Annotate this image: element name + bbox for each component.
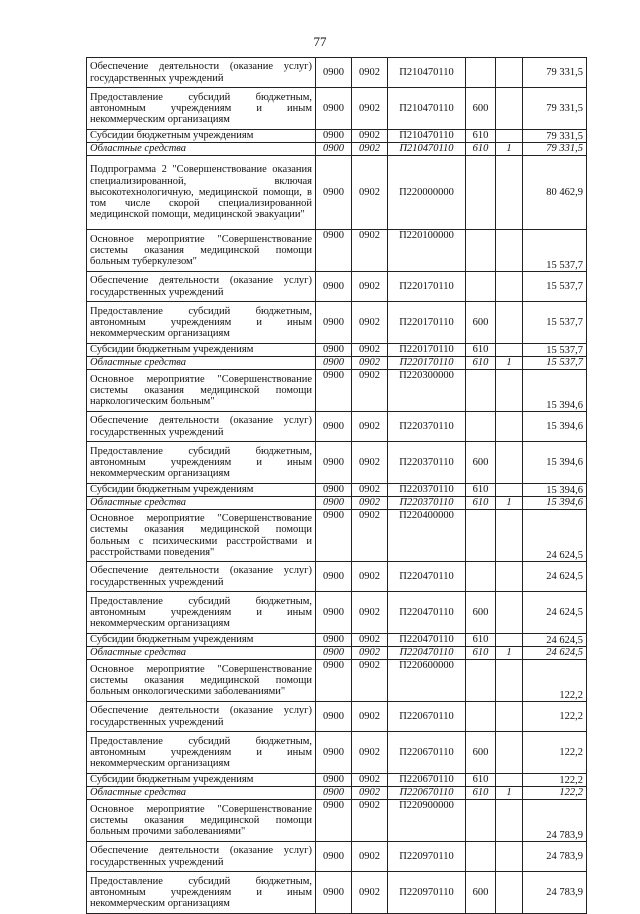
subsection-code-cell: 0902: [352, 592, 388, 634]
table-row: [87, 647, 587, 660]
target-code-cell: П220370110: [388, 442, 466, 484]
expense-type-cell: 610: [466, 634, 496, 647]
source-code-cell: [496, 370, 523, 412]
amount-cell: 122,2: [523, 787, 587, 800]
table-row: [87, 842, 587, 872]
row-name-cell: Обеспечение деятельности (оказание услуг) государственных учреждений: [87, 272, 316, 302]
table-row: [87, 774, 587, 787]
table-row: [87, 732, 587, 774]
source-code-cell: [496, 872, 523, 914]
table-row: [87, 88, 587, 130]
target-code-cell: П220670110: [388, 702, 466, 732]
table-row: [87, 272, 587, 302]
amount-cell: 15 537,7: [523, 230, 587, 272]
expense-type-cell: 610: [466, 774, 496, 787]
amount-cell: 79 331,5: [523, 143, 587, 156]
table-row: [87, 484, 587, 497]
table-row: [87, 344, 587, 357]
source-code-cell: [496, 702, 523, 732]
row-name-cell: Субсидии бюджетным учреждениям: [87, 774, 316, 787]
amount-cell: 15 394,6: [523, 442, 587, 484]
row-name-cell: Предоставление субсидий бюджетным, автономным учреждениям и иным некоммерческим организациям: [87, 88, 316, 130]
section-code-cell: 0900: [316, 510, 352, 562]
section-code-cell: 0900: [316, 156, 352, 230]
amount-cell: 122,2: [523, 702, 587, 732]
subsection-code-cell: 0902: [352, 660, 388, 702]
section-code-cell: 0900: [316, 592, 352, 634]
row-name-cell: Субсидии бюджетным учреждениям: [87, 634, 316, 647]
table-row: [87, 510, 587, 562]
section-code-cell: 0900: [316, 357, 352, 370]
source-code-cell: [496, 732, 523, 774]
amount-cell: 15 537,7: [523, 272, 587, 302]
row-name-cell: Предоставление субсидий бюджетным, автономным учреждениям и иным некоммерческим организациям: [87, 302, 316, 344]
amount-cell: 24 624,5: [523, 510, 587, 562]
table-row: [87, 230, 587, 272]
amount-cell: 15 394,6: [523, 412, 587, 442]
source-code-cell: [496, 660, 523, 702]
expense-type-cell: [466, 412, 496, 442]
subsection-code-cell: 0902: [352, 562, 388, 592]
table-row: [87, 872, 587, 914]
source-code-cell: [496, 88, 523, 130]
expense-type-cell: 600: [466, 442, 496, 484]
section-code-cell: 0900: [316, 842, 352, 872]
source-code-cell: 1: [496, 647, 523, 660]
amount-cell: 122,2: [523, 732, 587, 774]
amount-cell: 80 462,9: [523, 156, 587, 230]
expense-type-cell: 600: [466, 592, 496, 634]
section-code-cell: 0900: [316, 774, 352, 787]
row-name-cell: Областные средства: [87, 497, 316, 510]
target-code-cell: П220670110: [388, 787, 466, 800]
source-code-cell: [496, 272, 523, 302]
section-code-cell: 0900: [316, 562, 352, 592]
expense-type-cell: 610: [466, 130, 496, 143]
row-name-cell: Предоставление субсидий бюджетным, автономным учреждениям и иным некоммерческим организациям: [87, 442, 316, 484]
section-code-cell: 0900: [316, 660, 352, 702]
target-code-cell: П210470110: [388, 143, 466, 156]
amount-cell: 79 331,5: [523, 130, 587, 143]
source-code-cell: [496, 302, 523, 344]
row-name-cell: Субсидии бюджетным учреждениям: [87, 344, 316, 357]
amount-cell: 24 624,5: [523, 634, 587, 647]
expense-type-cell: 610: [466, 647, 496, 660]
subsection-code-cell: 0902: [352, 842, 388, 872]
source-code-cell: [496, 800, 523, 842]
row-name-cell: Областные средства: [87, 647, 316, 660]
section-code-cell: 0900: [316, 302, 352, 344]
target-code-cell: П210470110: [388, 88, 466, 130]
amount-cell: 24 783,9: [523, 800, 587, 842]
expense-type-cell: [466, 370, 496, 412]
page-number: 77: [313, 34, 327, 49]
subsection-code-cell: 0902: [352, 510, 388, 562]
target-code-cell: П220370110: [388, 484, 466, 497]
row-name-cell: Обеспечение деятельности (оказание услуг) государственных учреждений: [87, 842, 316, 872]
table-row: [87, 592, 587, 634]
subsection-code-cell: 0902: [352, 732, 388, 774]
source-code-cell: [496, 344, 523, 357]
expense-type-cell: 600: [466, 732, 496, 774]
subsection-code-cell: 0902: [352, 497, 388, 510]
subsection-code-cell: 0902: [352, 412, 388, 442]
target-code-cell: П220170110: [388, 357, 466, 370]
section-code-cell: 0900: [316, 732, 352, 774]
expense-type-cell: 610: [466, 497, 496, 510]
section-code-cell: 0900: [316, 370, 352, 412]
target-code-cell: П220600000: [388, 660, 466, 702]
source-code-cell: [496, 592, 523, 634]
table-row: [87, 302, 587, 344]
row-name-cell: Основное мероприятие "Совершенствование системы оказания медицинской помощи наркологическим больным": [87, 370, 316, 412]
row-name-cell: Областные средства: [87, 357, 316, 370]
budget-table: [86, 57, 587, 914]
row-name-cell: Основное мероприятие "Совершенствование системы оказания медицинской помощи больным с психическими расстройствами и расстройствами поведения": [87, 510, 316, 562]
expense-type-cell: [466, 230, 496, 272]
amount-cell: 24 624,5: [523, 562, 587, 592]
target-code-cell: П220000000: [388, 156, 466, 230]
section-code-cell: 0900: [316, 787, 352, 800]
source-code-cell: [496, 442, 523, 484]
subsection-code-cell: 0902: [352, 787, 388, 800]
target-code-cell: П220670110: [388, 732, 466, 774]
section-code-cell: 0900: [316, 412, 352, 442]
source-code-cell: [496, 634, 523, 647]
target-code-cell: П220170110: [388, 344, 466, 357]
amount-cell: 79 331,5: [523, 88, 587, 130]
row-name-cell: Предоставление субсидий бюджетным, автономным учреждениям и иным некоммерческим организациям: [87, 592, 316, 634]
table-row: [87, 412, 587, 442]
row-name-cell: Областные средства: [87, 787, 316, 800]
subsection-code-cell: 0902: [352, 58, 388, 88]
subsection-code-cell: 0902: [352, 143, 388, 156]
amount-cell: 122,2: [523, 774, 587, 787]
expense-type-cell: 610: [466, 787, 496, 800]
target-code-cell: П220970110: [388, 872, 466, 914]
subsection-code-cell: 0902: [352, 484, 388, 497]
source-code-cell: [496, 230, 523, 272]
row-name-cell: Основное мероприятие "Совершенствование системы оказания медицинской помощи больным онкологическими заболеваниями": [87, 660, 316, 702]
source-code-cell: [496, 774, 523, 787]
subsection-code-cell: 0902: [352, 130, 388, 143]
expense-type-cell: 600: [466, 302, 496, 344]
row-name-cell: Обеспечение деятельности (оказание услуг) государственных учреждений: [87, 702, 316, 732]
row-name-cell: Предоставление субсидий бюджетным, автономным учреждениям и иным некоммерческим организациям: [87, 732, 316, 774]
source-code-cell: [496, 842, 523, 872]
subsection-code-cell: 0902: [352, 156, 388, 230]
target-code-cell: П220100000: [388, 230, 466, 272]
target-code-cell: П220170110: [388, 272, 466, 302]
table-row: [87, 800, 587, 842]
amount-cell: 15 394,6: [523, 370, 587, 412]
target-code-cell: П220400000: [388, 510, 466, 562]
source-code-cell: [496, 156, 523, 230]
target-code-cell: П220470110: [388, 592, 466, 634]
target-code-cell: П220970110: [388, 842, 466, 872]
source-code-cell: [496, 562, 523, 592]
table-row: [87, 634, 587, 647]
target-code-cell: П220370110: [388, 412, 466, 442]
section-code-cell: 0900: [316, 88, 352, 130]
target-code-cell: П220170110: [388, 302, 466, 344]
target-code-cell: П220900000: [388, 800, 466, 842]
expense-type-cell: 600: [466, 88, 496, 130]
subsection-code-cell: 0902: [352, 357, 388, 370]
row-name-cell: Областные средства: [87, 143, 316, 156]
expense-type-cell: 610: [466, 344, 496, 357]
amount-cell: 24 624,5: [523, 647, 587, 660]
table-row: [87, 702, 587, 732]
subsection-code-cell: 0902: [352, 88, 388, 130]
expense-type-cell: 610: [466, 484, 496, 497]
subsection-code-cell: 0902: [352, 302, 388, 344]
target-code-cell: П220670110: [388, 774, 466, 787]
expense-type-cell: 600: [466, 872, 496, 914]
expense-type-cell: 610: [466, 357, 496, 370]
target-code-cell: П220470110: [388, 647, 466, 660]
subsection-code-cell: 0902: [352, 634, 388, 647]
source-code-cell: [496, 510, 523, 562]
expense-type-cell: 610: [466, 143, 496, 156]
source-code-cell: [496, 484, 523, 497]
amount-cell: 24 783,9: [523, 842, 587, 872]
target-code-cell: П210470110: [388, 58, 466, 88]
expense-type-cell: [466, 58, 496, 88]
target-code-cell: П220470110: [388, 562, 466, 592]
row-name-cell: Субсидии бюджетным учреждениям: [87, 484, 316, 497]
source-code-cell: [496, 58, 523, 88]
amount-cell: 79 331,5: [523, 58, 587, 88]
table-row: [87, 130, 587, 143]
row-name-cell: Обеспечение деятельности (оказание услуг) государственных учреждений: [87, 58, 316, 88]
row-name-cell: Подпрограмма 2 "Совершенствование оказания специализированной, включая высокотехнологичную, медицинской помощи, в том числе скорой специализированной медицинской помощи, медицинской эвакуации": [87, 156, 316, 230]
target-code-cell: П220370110: [388, 497, 466, 510]
subsection-code-cell: 0902: [352, 872, 388, 914]
table-row: [87, 497, 587, 510]
section-code-cell: 0900: [316, 344, 352, 357]
expense-type-cell: [466, 510, 496, 562]
amount-cell: 15 394,6: [523, 497, 587, 510]
table-row: [87, 143, 587, 156]
table-row: [87, 370, 587, 412]
row-name-cell: Предоставление субсидий бюджетным, автономным учреждениям и иным некоммерческим организациям: [87, 872, 316, 914]
source-code-cell: [496, 412, 523, 442]
source-code-cell: [496, 130, 523, 143]
amount-cell: 15 537,7: [523, 344, 587, 357]
amount-cell: 122,2: [523, 660, 587, 702]
section-code-cell: 0900: [316, 484, 352, 497]
expense-type-cell: [466, 800, 496, 842]
subsection-code-cell: 0902: [352, 702, 388, 732]
row-name-cell: Основное мероприятие "Совершенствование системы оказания медицинской помощи больным прочими заболеваниями": [87, 800, 316, 842]
source-code-cell: 1: [496, 497, 523, 510]
amount-cell: 24 624,5: [523, 592, 587, 634]
subsection-code-cell: 0902: [352, 344, 388, 357]
section-code-cell: 0900: [316, 272, 352, 302]
section-code-cell: 0900: [316, 230, 352, 272]
subsection-code-cell: 0902: [352, 230, 388, 272]
target-code-cell: П220470110: [388, 634, 466, 647]
row-name-cell: Основное мероприятие "Совершенствование системы оказания медицинской помощи больным туберкулезом": [87, 230, 316, 272]
section-code-cell: 0900: [316, 497, 352, 510]
subsection-code-cell: 0902: [352, 800, 388, 842]
expense-type-cell: [466, 702, 496, 732]
subsection-code-cell: 0902: [352, 442, 388, 484]
expense-type-cell: [466, 842, 496, 872]
row-name-cell: Субсидии бюджетным учреждениям: [87, 130, 316, 143]
row-name-cell: Обеспечение деятельности (оказание услуг) государственных учреждений: [87, 412, 316, 442]
subsection-code-cell: 0902: [352, 774, 388, 787]
source-code-cell: 1: [496, 357, 523, 370]
section-code-cell: 0900: [316, 800, 352, 842]
expense-type-cell: [466, 562, 496, 592]
table-row: [87, 156, 587, 230]
target-code-cell: П220300000: [388, 370, 466, 412]
section-code-cell: 0900: [316, 130, 352, 143]
subsection-code-cell: 0902: [352, 272, 388, 302]
table-row: [87, 58, 587, 88]
section-code-cell: 0900: [316, 872, 352, 914]
source-code-cell: 1: [496, 787, 523, 800]
amount-cell: 24 783,9: [523, 872, 587, 914]
subsection-code-cell: 0902: [352, 647, 388, 660]
section-code-cell: 0900: [316, 58, 352, 88]
table-row: [87, 787, 587, 800]
section-code-cell: 0900: [316, 702, 352, 732]
amount-cell: 15 537,7: [523, 357, 587, 370]
section-code-cell: 0900: [316, 442, 352, 484]
amount-cell: 15 537,7: [523, 302, 587, 344]
expense-type-cell: [466, 156, 496, 230]
source-code-cell: 1: [496, 143, 523, 156]
section-code-cell: 0900: [316, 647, 352, 660]
amount-cell: 15 394,6: [523, 484, 587, 497]
table-row: [87, 562, 587, 592]
expense-type-cell: [466, 660, 496, 702]
section-code-cell: 0900: [316, 143, 352, 156]
expense-type-cell: [466, 272, 496, 302]
table-row: [87, 660, 587, 702]
row-name-cell: Обеспечение деятельности (оказание услуг) государственных учреждений: [87, 562, 316, 592]
table-row: [87, 357, 587, 370]
table-row: [87, 442, 587, 484]
subsection-code-cell: 0902: [352, 370, 388, 412]
target-code-cell: П210470110: [388, 130, 466, 143]
budget-table-body: [87, 58, 587, 914]
section-code-cell: 0900: [316, 634, 352, 647]
